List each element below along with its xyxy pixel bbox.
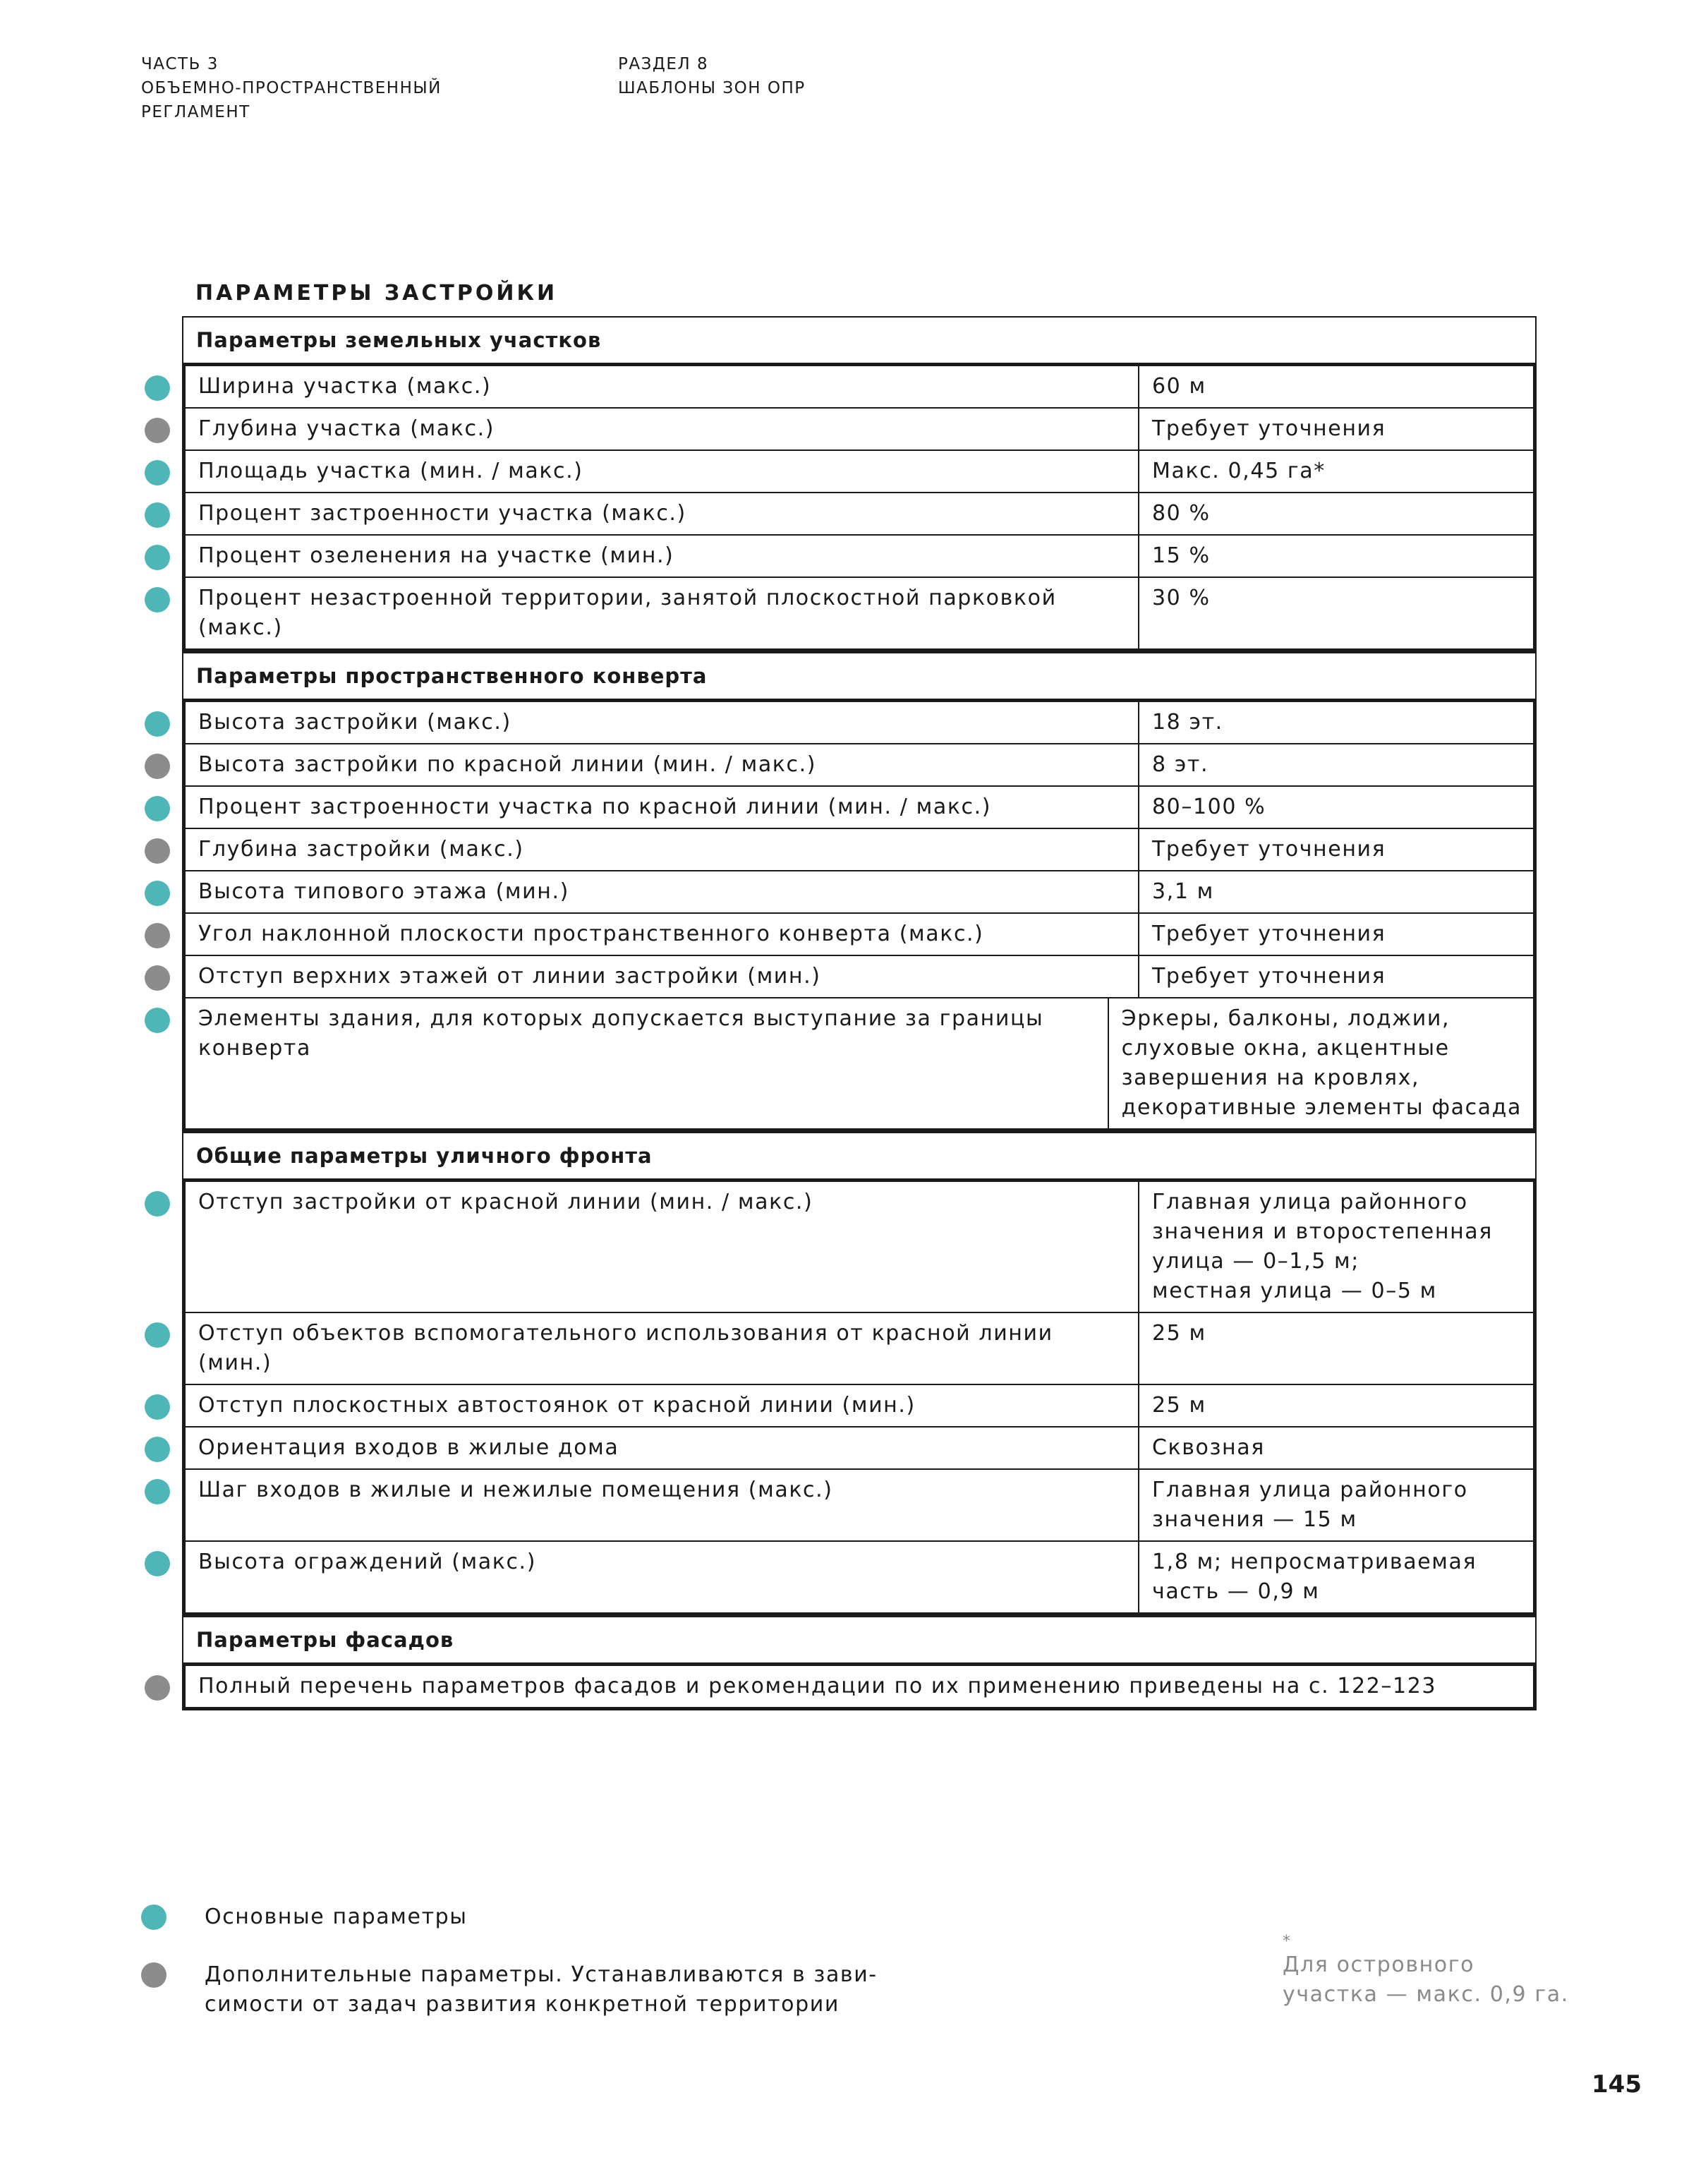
main-parameter-dot xyxy=(145,1551,170,1576)
extra-parameter-dot xyxy=(145,418,170,443)
parameter-value-line: улица — 0–1,5 м; xyxy=(1152,1249,1359,1274)
parameter-value-line: завершения на кровлях, xyxy=(1121,1066,1420,1090)
parameter-value xyxy=(1139,914,1533,955)
parameter-value-line: 1,8 м; непросматриваемая xyxy=(1152,1550,1477,1574)
table-row xyxy=(186,997,1533,1128)
table-row xyxy=(186,1468,1533,1540)
group-title: Общие параметры уличного фронта xyxy=(182,1132,1537,1178)
parameter-value-line: 60 м xyxy=(1152,374,1206,399)
extra-parameter-dot xyxy=(145,923,170,948)
header-section xyxy=(618,52,806,100)
main-parameter-dot xyxy=(145,881,170,906)
parameter-value-line: часть — 0,9 м xyxy=(1152,1579,1320,1604)
parameter-value-line: Требует уточнения xyxy=(1152,964,1386,989)
table-row xyxy=(186,1384,1533,1426)
parameter-value xyxy=(1139,744,1533,785)
parameter-value-line: Главная улица районного xyxy=(1152,1190,1468,1214)
parameter-value-line: Требует уточнения xyxy=(1152,416,1386,441)
header-section-line: ШАБЛОНЫ ЗОН ОПР xyxy=(618,79,806,97)
parameter-value-line: 3,1 м xyxy=(1152,879,1214,904)
parameter-label: Полный перечень параметров фасадов и рекомендации по их применению приведены на с. 122–123 xyxy=(198,1674,1437,1698)
parameter-label: Процент застроенности участка по красной линии (мин. / макс.) xyxy=(186,787,1139,828)
group-body xyxy=(182,699,1537,1132)
parameter-label: Ширина участка (макс.) xyxy=(186,366,1139,407)
parameter-label: Процент незастроенной территории, занятой плоскостной парковкой (макс.) xyxy=(186,578,1139,648)
parameter-label: Высота ограждений (макс.) xyxy=(186,1542,1139,1612)
table-row xyxy=(186,449,1533,492)
parameter-value xyxy=(1139,1470,1533,1540)
parameter-value-line: Требует уточнения xyxy=(1152,922,1386,946)
parameter-value xyxy=(1139,956,1533,997)
parameter-value-line: 25 м xyxy=(1152,1321,1206,1346)
main-parameter-dot xyxy=(145,1191,170,1217)
parameter-value xyxy=(1139,366,1533,407)
extra-parameter-dot xyxy=(145,754,170,779)
parameter-value-line: 30 % xyxy=(1152,586,1211,610)
parameter-value-line: 80–100 % xyxy=(1152,795,1266,819)
table-row xyxy=(186,1182,1533,1312)
table-row xyxy=(186,955,1533,997)
parameter-value-line: 80 % xyxy=(1152,501,1211,526)
legend-main-dot xyxy=(141,1905,166,1930)
parameter-value xyxy=(1139,787,1533,828)
parameter-label: Глубина участка (макс.) xyxy=(186,409,1139,449)
parameter-value xyxy=(1139,871,1533,912)
main-parameter-dot xyxy=(145,587,170,612)
parameter-value xyxy=(1139,1385,1533,1426)
parameter-label: Процент застроенности участка (макс.) xyxy=(186,493,1139,534)
table-row xyxy=(186,492,1533,534)
header-part-line: ЧАСТЬ 3 xyxy=(141,55,219,73)
parameter-value xyxy=(1139,1182,1533,1312)
header-part xyxy=(141,52,442,124)
main-parameter-dot xyxy=(145,1322,170,1348)
group-body xyxy=(182,1178,1537,1616)
parameter-value xyxy=(1109,998,1533,1128)
table-row xyxy=(186,743,1533,785)
parameter-label: Отступ застройки от красной линии (мин. / макс.) xyxy=(186,1182,1139,1312)
group-title: Параметры пространственного конверта xyxy=(182,652,1537,699)
group-body xyxy=(182,363,1537,652)
parameter-value-line: 18 эт. xyxy=(1152,710,1223,735)
parameter-value xyxy=(1139,578,1533,648)
group-body xyxy=(182,1662,1537,1710)
group-title: Параметры земельных участков xyxy=(182,316,1537,363)
parameter-value xyxy=(1139,409,1533,449)
parameter-label: Отступ плоскостных автостоянок от красной линии (мин.) xyxy=(186,1385,1139,1426)
table-row xyxy=(186,407,1533,449)
footnote-line: участка — макс. 0,9 га. xyxy=(1283,1982,1569,2007)
parameter-value-line: Требует уточнения xyxy=(1152,837,1386,862)
parameter-label: Отступ верхних этажей от линии застройки (мин.) xyxy=(186,956,1139,997)
parameter-label: Процент озеленения на участке (мин.) xyxy=(186,536,1139,577)
table-row xyxy=(186,1426,1533,1468)
table-row xyxy=(186,912,1533,955)
table-row xyxy=(186,828,1533,870)
parameter-value xyxy=(1139,493,1533,534)
table-row xyxy=(186,785,1533,828)
parameter-label: Высота застройки (макс.) xyxy=(186,702,1139,743)
parameter-label: Высота типового этажа (мин.) xyxy=(186,871,1139,912)
parameter-label: Шаг входов в жилые и нежилые помещения (макс.) xyxy=(186,1470,1139,1540)
table-row xyxy=(186,1666,1533,1707)
legend-extra-text xyxy=(205,1960,878,2020)
page-number: 145 xyxy=(1592,2070,1642,2099)
parameter-value-line: Главная улица районного xyxy=(1152,1478,1468,1502)
extra-parameter-dot xyxy=(145,1675,170,1701)
legend-main xyxy=(141,1902,468,1932)
parameter-value-line: Эркеры, балконы, лоджии, xyxy=(1121,1006,1450,1031)
header-section-line: РАЗДЕЛ 8 xyxy=(618,55,709,73)
main-parameter-dot xyxy=(145,1479,170,1504)
header-part-line: РЕГЛАМЕНТ xyxy=(141,103,250,121)
table-row xyxy=(186,577,1533,648)
main-parameter-dot xyxy=(145,1394,170,1420)
parameter-value-line: декоративные элементы фасада xyxy=(1121,1095,1522,1120)
legend-main-text: Основные параметры xyxy=(205,1905,468,1929)
table-row xyxy=(186,366,1533,407)
parameter-value xyxy=(1139,1427,1533,1468)
parameter-label: Элементы здания, для которых допускается выступание за границы конверта xyxy=(186,998,1109,1128)
group-title: Параметры фасадов xyxy=(182,1616,1537,1662)
table-row xyxy=(186,870,1533,912)
main-parameter-dot xyxy=(145,1437,170,1462)
main-parameter-dot xyxy=(145,711,170,737)
extra-parameter-dot xyxy=(145,838,170,864)
footnote-mark: * xyxy=(1283,1933,1292,1950)
parameter-value xyxy=(1139,536,1533,577)
parameter-label: Площадь участка (мин. / макс.) xyxy=(186,451,1139,492)
parameters-table xyxy=(182,316,1537,1710)
parameter-label: Глубина застройки (макс.) xyxy=(186,829,1139,870)
parameter-value-line: слуховые окна, акцентные xyxy=(1121,1036,1450,1061)
table-row xyxy=(186,1312,1533,1384)
parameter-label: Угол наклонной плоскости пространственного конверта (макс.) xyxy=(186,914,1139,955)
parameter-value-line: Макс. 0,45 га* xyxy=(1152,459,1326,483)
extra-parameter-dot xyxy=(145,965,170,991)
parameter-value-line: значения — 15 м xyxy=(1152,1507,1357,1532)
main-parameter-dot xyxy=(145,1008,170,1033)
parameter-value xyxy=(1139,702,1533,743)
parameter-value xyxy=(1139,829,1533,870)
parameter-label: Высота застройки по красной линии (мин. / макс.) xyxy=(186,744,1139,785)
main-parameter-dot xyxy=(145,502,170,528)
parameter-value-line: местная улица — 0–5 м xyxy=(1152,1279,1437,1303)
table-row xyxy=(186,702,1533,743)
parameter-value-line: Сквозная xyxy=(1152,1435,1265,1460)
parameter-label: Отступ объектов вспомогательного использования от красной линии (мин.) xyxy=(186,1313,1139,1384)
legend-extra-line: симости от задач развития конкретной территории xyxy=(205,1992,840,2017)
header-part-line: ОБЪЕМНО-ПРОСТРАНСТВЕННЫЙ xyxy=(141,79,442,97)
parameter-value-line: 8 эт. xyxy=(1152,752,1209,777)
parameter-value xyxy=(1139,1542,1533,1612)
footnote xyxy=(1283,1933,1569,2010)
parameter-value-line: 15 % xyxy=(1152,543,1211,568)
parameter-label: Ориентация входов в жилые дома xyxy=(186,1427,1139,1468)
footnote-line: Для островного xyxy=(1283,1952,1475,1977)
legend-extra-dot xyxy=(141,1962,166,1988)
table-row xyxy=(186,1540,1533,1612)
main-parameter-dot xyxy=(145,796,170,821)
parameter-value xyxy=(1139,451,1533,492)
main-parameter-dot xyxy=(145,460,170,485)
main-parameter-dot xyxy=(145,545,170,570)
section-title: ПАРАМЕТРЫ ЗАСТРОЙКИ xyxy=(195,281,558,306)
parameter-value-line: значения и второстепенная xyxy=(1152,1219,1493,1244)
parameter-value xyxy=(1139,1313,1533,1384)
parameter-value-line: 25 м xyxy=(1152,1393,1206,1418)
table-row xyxy=(186,534,1533,577)
legend-extra xyxy=(141,1960,878,2020)
main-parameter-dot xyxy=(145,375,170,401)
legend-extra-line: Дополнительные параметры. Устанавливаются в зави- xyxy=(205,1962,878,1987)
